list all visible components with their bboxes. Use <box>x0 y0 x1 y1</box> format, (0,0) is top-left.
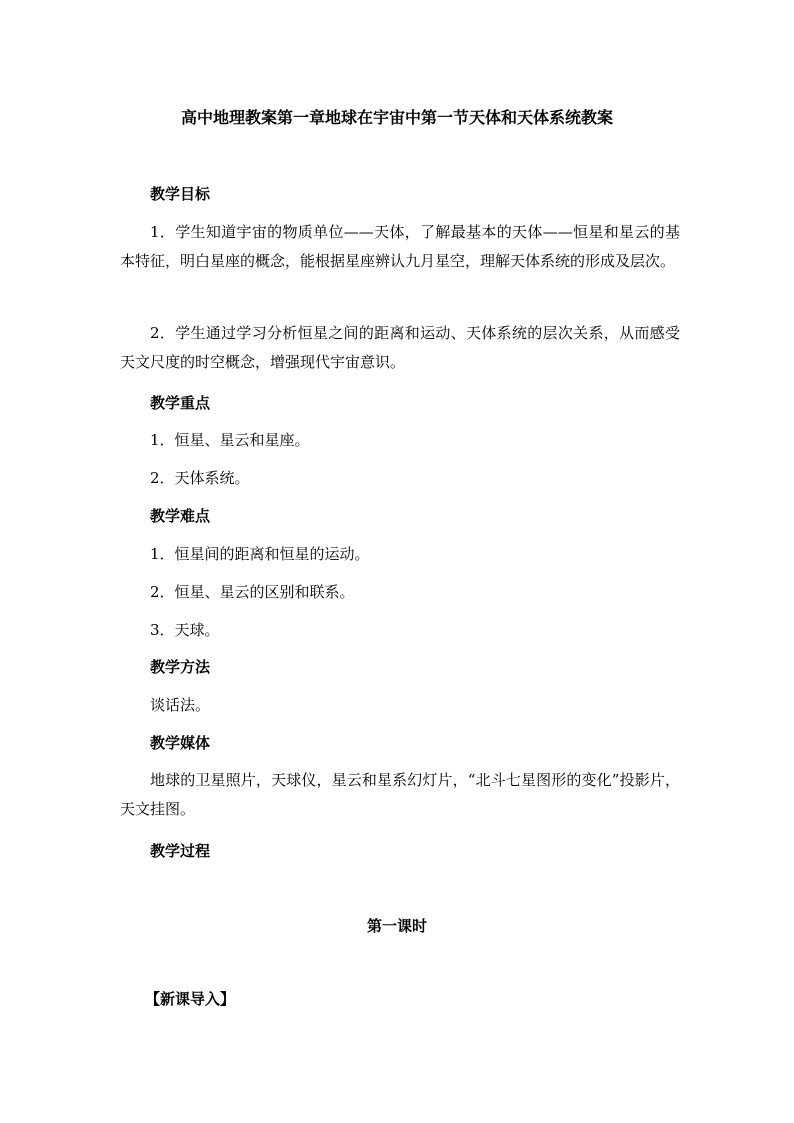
process-heading: 教学过程 <box>150 842 211 860</box>
media-heading: 教学媒体 <box>150 734 211 752</box>
lesson-heading: 第一课时 <box>366 917 427 935</box>
methods-heading: 教学方法 <box>150 658 211 676</box>
difficulty-2: 2．恒星、星云的区别和联系。 <box>150 583 355 601</box>
media-paragraph: 地球的卫星照片，天球仪，星云和星系幻灯片，“北斗七星图形的变化”投影片，天文挂图。 <box>120 771 680 818</box>
objectives-heading: 教学目标 <box>150 185 211 203</box>
document-title: 高中地理教案第一章地球在宇宙中第一节天体和天体系统教案 <box>180 108 613 127</box>
key-points-heading: 教学重点 <box>150 394 211 412</box>
objective-paragraph-2: 2．学生通过学习分析恒星之间的距离和运动、天体系统的层次关系，从而感受天文尺度的时空概念，增强现代宇宙意识。 <box>120 324 680 371</box>
difficulties-heading: 教学难点 <box>150 507 211 525</box>
difficulty-3: 3．天球。 <box>150 621 220 639</box>
key-point-2: 2．天体系统。 <box>150 469 250 487</box>
intro-heading: 【新课导入】 <box>145 990 236 1008</box>
key-point-1: 1．恒星、星云和星座。 <box>150 431 310 449</box>
difficulty-1: 1．恒星间的距离和恒星的运动。 <box>150 545 370 563</box>
objective-paragraph-1: 1．学生知道宇宙的物质单位——天体，了解最基本的天体——恒星和星云的基本特征，明白星座的概念，能根据星座辨认九月星空，理解天体系统的形成及层次。 <box>120 223 680 270</box>
methods-text: 谈话法。 <box>150 696 211 714</box>
